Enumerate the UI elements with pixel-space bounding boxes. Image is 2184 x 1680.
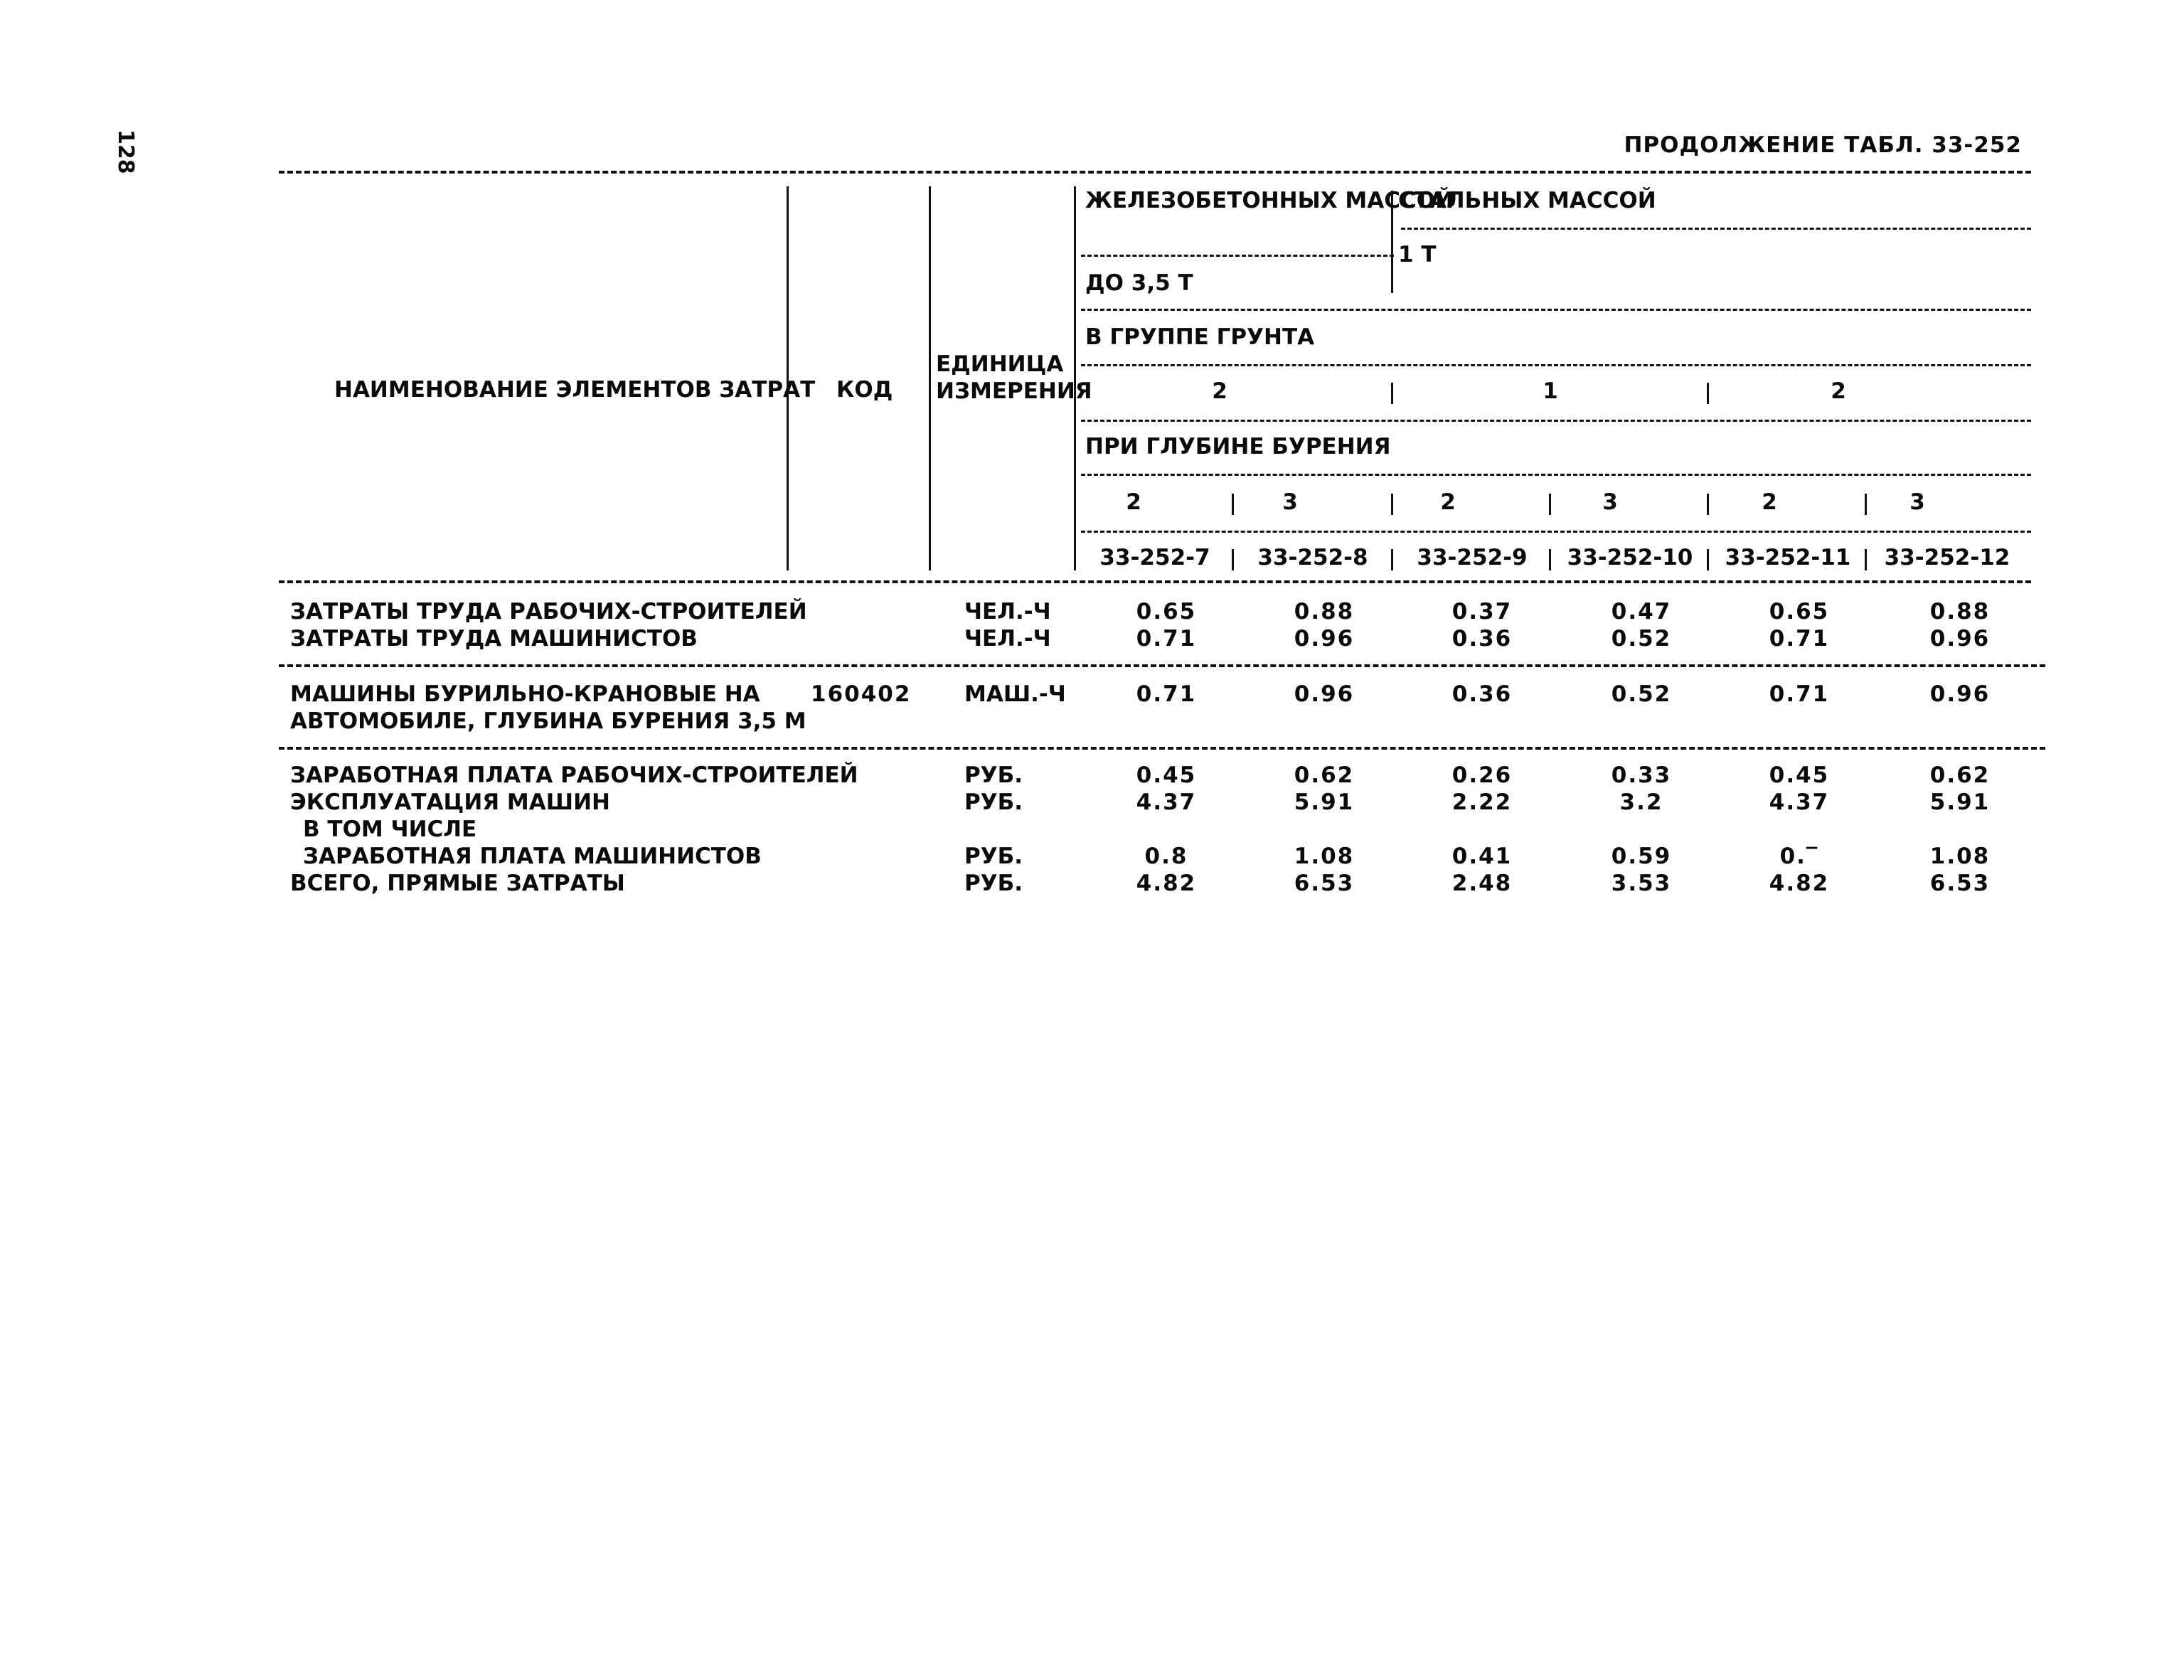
row-machine-operation-v5: 4.37 [1769,790,1830,815]
row-wages-operators-v1: 0.8 [1144,844,1188,869]
row-labor-workers-v5: 0.65 [1769,599,1830,624]
row-total-v3: 2.48 [1451,871,1513,896]
row-labor-operators-v1: 0.71 [1136,626,1197,652]
row-labor-workers-v4: 0.47 [1611,599,1672,624]
code-divider-1 [1232,549,1234,570]
code-divider-4 [1707,549,1709,570]
row-wages-workers-v2: 0.62 [1294,762,1355,788]
soil-value-3: 2 [1831,378,1846,404]
col-code-5: 33-252-11 [1725,545,1851,570]
row-total-v2: 6.53 [1294,871,1355,896]
mass-a-rule [1081,255,1394,257]
code-divider-5 [1865,549,1867,570]
depth-value-2: 3 [1282,489,1298,515]
row-wages-operators-unit: РУБ. [964,844,1023,869]
depth-value-5: 2 [1762,489,1777,515]
depth-value-4: 3 [1602,489,1618,515]
depth-divider-3 [1549,494,1551,515]
row-machines-v5: 0.71 [1769,681,1830,707]
row-labor-workers-v2: 0.88 [1294,599,1355,624]
row-machine-operation-v4: 3.2 [1619,790,1663,815]
depth-divider-5 [1865,494,1867,515]
row-labor-operators-name: ЗАТРАТЫ ТРУДА МАШИНИСТОВ [290,626,698,652]
row-wages-operators-name: ЗАРАБОТНАЯ ПЛАТА МАШИНИСТОВ [303,844,762,869]
row-labor-operators-v6: 0.96 [1929,626,1991,652]
row-total-name: ВСЕГО, ПРЯМЫЕ ЗАТРАТЫ [290,871,625,896]
row-wages-workers-unit: РУБ. [964,762,1023,788]
row-labor-workers-v3: 0.37 [1451,599,1513,624]
row-wages-operators-v3: 0.41 [1451,844,1513,869]
row-wages-operators-v4: 0.59 [1611,844,1672,869]
row-wages-operators-v2: 1.08 [1294,844,1355,869]
header-group-a: ЖЕЛЕЗОБЕТОННЫХ МАССОЙ [1085,188,1454,213]
row-total-v5: 4.82 [1769,871,1830,896]
section-rule-2 [279,747,2045,750]
col-code-6: 33-252-12 [1884,545,2010,570]
header-unit-line2: ИЗМЕРЕНИЯ [936,378,1092,404]
depth-value-6: 3 [1909,489,1925,515]
soil-rule [1081,364,2031,366]
col-code-4: 33-252-10 [1567,545,1693,570]
header-mass-a: ДО 3,5 Т [1085,270,1193,296]
header-soil-group: В ГРУППЕ ГРУНТА [1085,324,1315,350]
depth-value-1: 2 [1126,489,1141,515]
row-labor-operators-unit: ЧЕЛ.-Ч [964,626,1051,652]
row-machine-operation-name: ЭКСПЛУАТАЦИЯ МАШИН [290,790,610,815]
row-machines-v3: 0.36 [1451,681,1513,707]
depth-divider-2 [1391,494,1393,515]
row-total-v1: 4.82 [1136,871,1197,896]
depth-values-rule [1081,531,2031,533]
group-b-rule [1401,228,2031,230]
row-machine-operation-v3: 2.22 [1451,790,1513,815]
row-wages-workers-v4: 0.33 [1611,762,1672,788]
row-total-v4: 3.53 [1611,871,1672,896]
row-wages-workers-name: ЗАРАБОТНАЯ ПЛАТА РАБОЧИХ-СТРОИТЕЛЕЙ [290,762,858,788]
page-number: 128 [113,129,138,174]
soil-divider-1 [1391,383,1393,404]
row-wages-workers-v1: 0.45 [1136,762,1197,788]
col-code-1: 33-252-7 [1099,545,1210,570]
row-labor-workers-name: ЗАТРАТЫ ТРУДА РАБОЧИХ-СТРОИТЕЛЕЙ [290,599,807,624]
row-machines-unit: МАШ.-Ч [964,681,1066,707]
row-labor-operators-v4: 0.52 [1611,626,1672,652]
row-machine-operation-unit: РУБ. [964,790,1023,815]
group-divider-a [1391,191,1393,293]
row-total-v6: 6.53 [1929,871,1991,896]
row-machines-name-line2: АВТОМОБИЛЕ, ГЛУБИНА БУРЕНИЯ 3,5 М [290,708,806,734]
soil-value-1: 2 [1212,378,1227,404]
row-wages-workers-v3: 0.26 [1451,762,1513,788]
section-rule-1 [279,664,2045,667]
header-name-col: НАИМЕНОВАНИЕ ЭЛЕМЕНТОВ ЗАТРАТ [334,377,816,403]
header-code-col: КОД [836,377,893,403]
row-machine-operation-v6: 5.91 [1929,790,1991,815]
header-bottom-rule [279,580,2031,583]
row-machine-operation-v1: 4.37 [1136,790,1197,815]
row-machines-v4: 0.52 [1611,681,1672,707]
row-including-label: В ТОМ ЧИСЛЕ [303,817,477,842]
row-labor-operators-v5: 0.71 [1769,626,1830,652]
header-group-b: СТАЛЬНЫХ МАССОЙ [1398,188,1656,213]
row-machines-v1: 0.71 [1136,681,1197,707]
col-code-2: 33-252-8 [1257,545,1368,570]
row-machines-code: 160402 [811,681,912,707]
depth-divider-4 [1707,494,1709,515]
row-wages-operators-v5: 0.‾ [1779,844,1819,869]
row-labor-operators-v2: 0.96 [1294,626,1355,652]
header-depth: ПРИ ГЛУБИНЕ БУРЕНИЯ [1085,434,1391,459]
header-mass-b: 1 Т [1398,242,1437,267]
code-divider-3 [1549,549,1551,570]
row-machines-v2: 0.96 [1294,681,1355,707]
row-total-unit: РУБ. [964,871,1023,896]
depth-value-3: 2 [1440,489,1456,515]
row-wages-workers-v5: 0.45 [1769,762,1830,788]
row-wages-operators-v6: 1.08 [1929,844,1991,869]
table-caption: ПРОДОЛЖЕНИЕ ТАБЛ. 33-252 [1624,132,2022,158]
header-unit-line1: ЕДИНИЦА [936,351,1064,377]
row-machines-v6: 0.96 [1929,681,1991,707]
row-wages-workers-v6: 0.62 [1929,762,1991,788]
depth-divider-1 [1232,494,1234,515]
code-divider-2 [1391,549,1393,570]
soil-values-rule [1081,420,2031,422]
code-col-divider [929,186,931,570]
row-labor-workers-v1: 0.65 [1136,599,1197,624]
row-machines-name: МАШИНЫ БУРИЛЬНО-КРАНОВЫЕ НА [290,681,760,707]
row-labor-workers-unit: ЧЕЛ.-Ч [964,599,1051,624]
soil-divider-2 [1707,383,1709,404]
row-labor-workers-v6: 0.88 [1929,599,1991,624]
row-labor-operators-v3: 0.36 [1451,626,1513,652]
row-machine-operation-v2: 5.91 [1294,790,1355,815]
depth-rule [1081,474,2031,476]
col-code-3: 33-252-9 [1417,545,1528,570]
soil-value-2: 1 [1543,378,1558,404]
header-top-rule [279,171,2031,174]
mass-rule [1081,309,2031,311]
